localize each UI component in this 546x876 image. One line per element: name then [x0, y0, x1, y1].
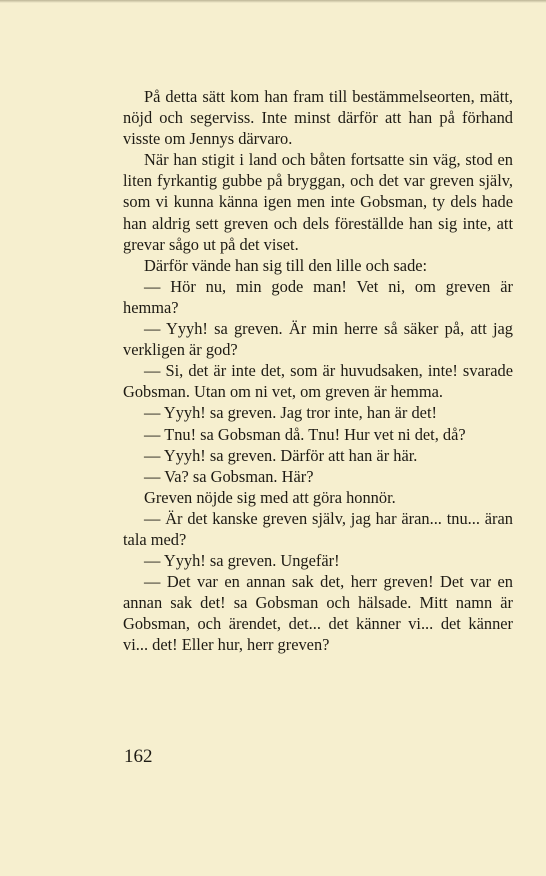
- page-number: 162: [124, 746, 153, 767]
- dialogue-line: — Hör nu, min gode man! Vet ni, om greven är hemma?: [123, 276, 513, 317]
- dialogue-line: — Det var en annan sak det, herr greven! Det var en annan sak det! sa Gobsman och hälsade. Mitt namn är Gobsman, och ärendet, det... det känner vi... det känner vi... det! Eller hur, herr greven?: [123, 572, 513, 655]
- dialogue-line: — Yyyh! sa greven. Jag tror inte, han är det!: [144, 403, 437, 423]
- dialogue-line: — Yyyh! sa greven. Ungefär!: [144, 551, 340, 571]
- dialogue-line: — Yyyh! sa greven. Därför att han är här.: [144, 445, 418, 465]
- paragraph: Greven nöjde sig med att göra honnör.: [144, 487, 396, 507]
- page-top-edge: [0, 0, 546, 3]
- dialogue-line: — Va? sa Gobsman. Här?: [144, 466, 314, 486]
- dialogue-line: — Tnu! sa Gobsman då. Tnu! Hur vet ni det, då?: [144, 424, 466, 444]
- dialogue-line: — Si, det är inte det, som är huvudsaken, inte! svarade Gobsman. Utan om ni vet, om greven är hemma.: [123, 361, 513, 402]
- paragraph: Därför vände han sig till den lille och sade:: [144, 255, 428, 275]
- page-body-text: [123, 86, 513, 656]
- dialogue-line: — Är det kanske greven själv, jag har äran... tnu... äran tala med?: [123, 508, 513, 549]
- paragraph: När han stigit i land och båten fortsatte sin väg, stod en liten fyrkantig gubbe på bryggan, och det var greven själv, som vi kunna känna igen men inte Gobsman, ty dels hade han aldrig sett greven och dels föreställde han sig inte, att grevar sågo ut på det viset.: [123, 150, 513, 254]
- paragraph: På detta sätt kom han fram till bestämmelseorten, mätt, nöjd och segerviss. Inte minst därför att han på förhand visste om Jennys därvaro.: [123, 87, 513, 149]
- dialogue-line: — Yyyh! sa greven. Är min herre så säker på, att jag verkligen är god?: [123, 319, 513, 360]
